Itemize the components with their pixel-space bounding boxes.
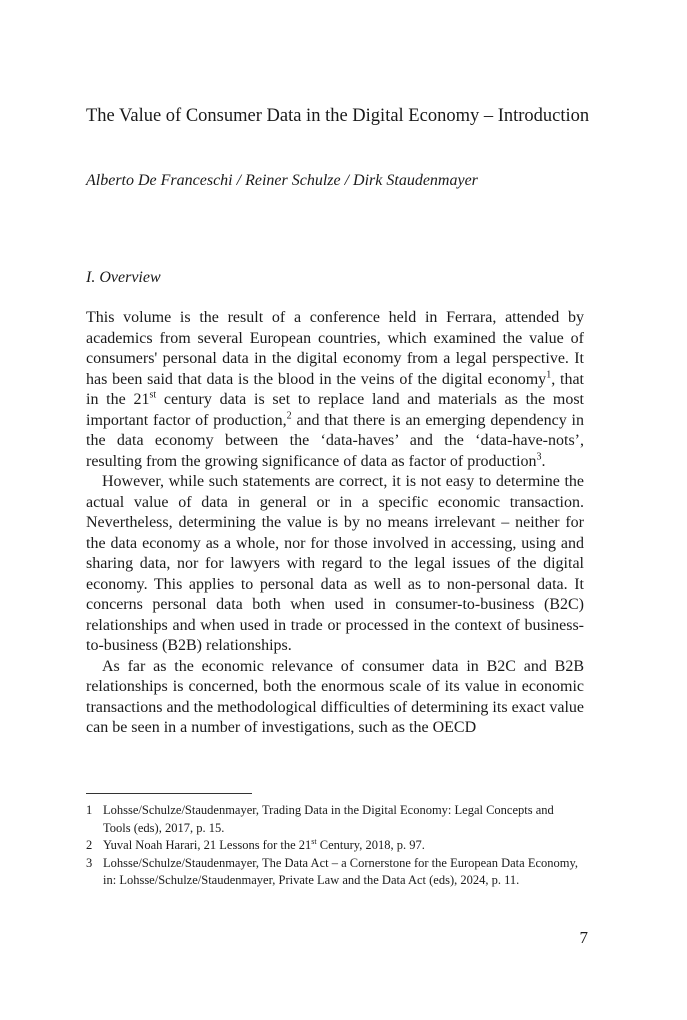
footnotes [86,802,584,890]
footnote-3 [86,855,584,890]
paragraph-1 [86,308,584,472]
footnote-text [103,837,584,855]
paragraph-1-text-a: This volume is the result of a conference held in Ferrara, attended by academics from several European countries, which examined the value of consumers' personal data in the digital economy from a legal perspective. It has been said that data is the blood in the veins of the digital economy [86,309,584,388]
chapter-title: The Value of Consumer Data in the Digital Economy – Introduction [86,106,590,126]
paragraph-2: However, while such statements are correct, it is not easy to determine the actual value of data in general or in a specific economic transaction. Nevertheless, determining the value is by no means irrelevant – neither for the data economy as a whole, nor for those involved in accessing, using and sharing data, nor for lawyers with regard to the legal issues of the digital economy. This applies to personal data as well as to non-personal data. It concerns personal data both when used in consumer-to-business (B2C) relationships and when used in trade or processed in the context of business-to-business (B2B) relationships. [86,473,584,654]
section-heading: I. Overview [86,269,161,286]
footnote-ref-1[interactable]: 1 [546,369,552,381]
footnote-1 [86,802,584,837]
footnote-number: 2 [86,838,93,852]
paragraph-1-text-e: . [541,452,546,470]
paragraph-1-text-d: and that there is an emerging dependency in the data economy between the ‘data-haves’ and the ‘data-have-nots’, resulting from the growing significance of data as factor of production [86,411,584,470]
page-number: 7 [579,928,588,947]
footnote-ref-3[interactable]: 3 [536,451,542,463]
footnote-divider [86,793,252,794]
footnote-ref-2[interactable]: 2 [286,410,292,422]
footnote-text: Lohsse/Schulze/Staudenmayer, Trading Data in the Digital Economy: Legal Concepts and Tools (eds), 2017, p. 15. [103,803,554,835]
paragraph-1-text-b: , that in the 21 [86,370,584,408]
ordinal-suffix: st [311,836,317,846]
footnote-text-b: Century, 2018, p. 97. [316,838,425,852]
paragraph-3: As far as the economic relevance of consumer data in B2C and B2B relationships is concerned, both the enormous scale of its value in economic transactions and the methodological difficulties of determining its exact value can be seen in a number of investigations, such as the OECD [86,657,584,736]
body-text [86,308,584,739]
authors: Alberto De Franceschi / Reiner Schulze / Dirk Staudenmayer [86,172,478,189]
paragraph-1-text-c: century data is set to replace land and materials as the most important factor of production, [86,391,584,429]
footnote-text-a: Yuval Noah Harari, 21 Lessons for the 21 [103,838,312,852]
footnote-number: 1 [86,803,93,817]
ordinal-suffix: st [149,389,157,401]
footnote-2 [86,837,584,855]
footnote-text: Lohsse/Schulze/Staudenmayer, The Data Act – a Cornerstone for the European Data Economy, in: Lohsse/Schulze/Staudenmayer, Private Law and the Data Act (eds), 2024, p. 11. [103,855,579,887]
footnote-number: 3 [86,855,93,870]
